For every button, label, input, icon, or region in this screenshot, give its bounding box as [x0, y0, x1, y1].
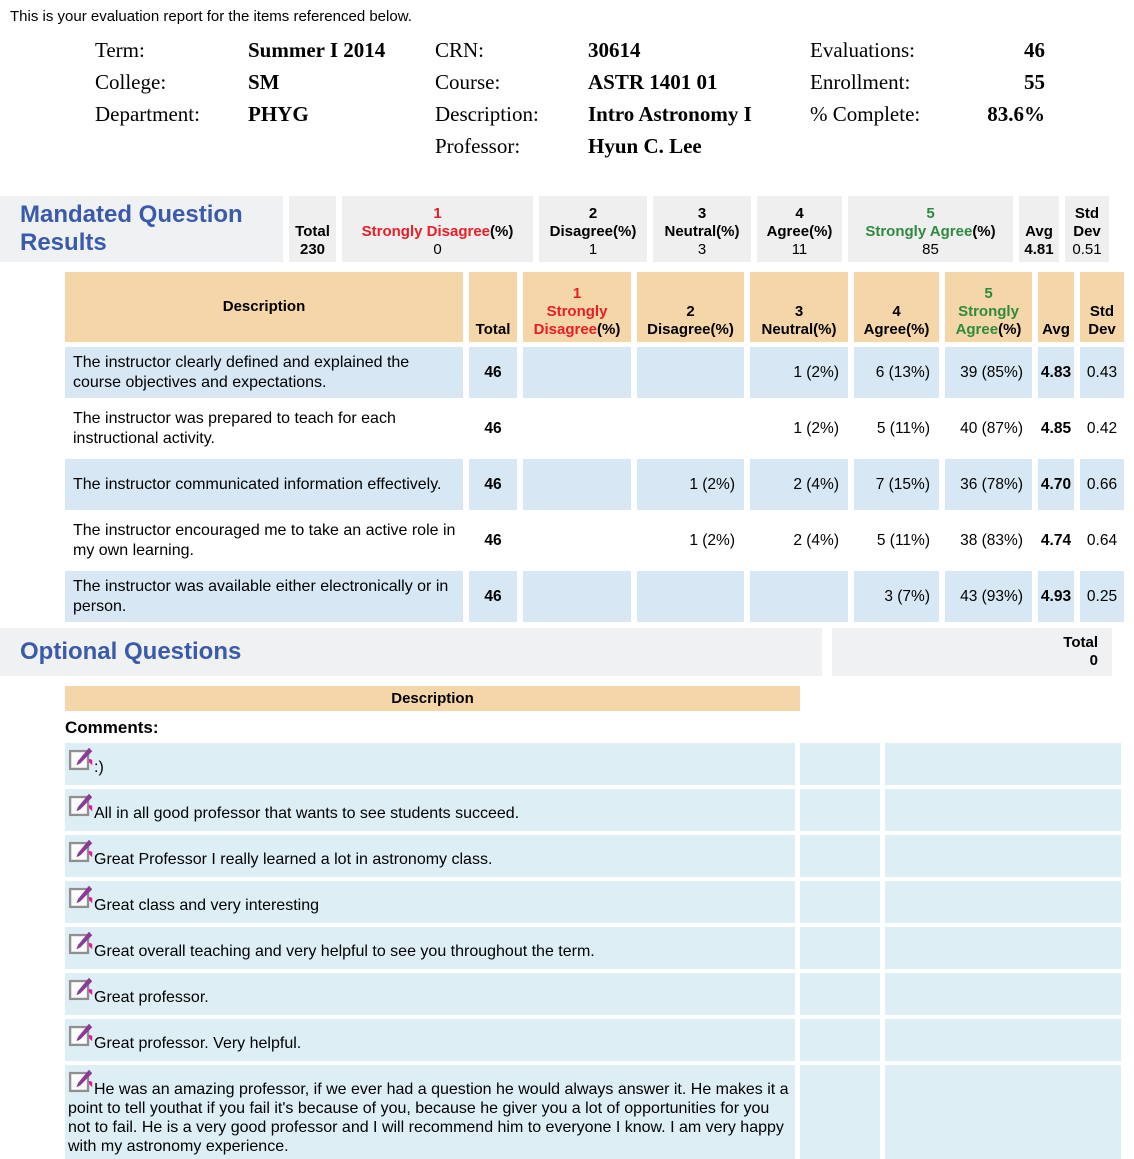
info-label: Description:	[435, 102, 539, 126]
comment-empty-cell	[885, 789, 1121, 831]
header-scale-cell	[750, 272, 848, 342]
strongly-agree-count: 36 (78%)	[945, 459, 1032, 510]
disagree-count	[637, 403, 744, 454]
mandated-table-row	[65, 571, 1134, 622]
header-scale-cell	[945, 272, 1032, 342]
scale-percent-value: 1	[588, 241, 598, 258]
summary-scale-cell	[342, 196, 533, 262]
comment-row	[65, 881, 1134, 923]
strongly-disagree-count	[523, 403, 631, 454]
note-pen-icon	[68, 931, 93, 956]
info-label: Term:	[95, 38, 145, 62]
comment-text-cell	[65, 835, 795, 877]
comment-row	[65, 1019, 1134, 1061]
scale-label: Agree(%)	[863, 321, 930, 338]
summary-scale-cell	[539, 196, 647, 262]
comment-empty-cell	[885, 881, 1121, 923]
std-dev-value: 0.43	[1080, 347, 1124, 398]
scale-label: Neutral(%)	[761, 321, 837, 338]
neutral-count: 1 (2%)	[750, 347, 848, 398]
note-pen-icon	[68, 1023, 93, 1048]
info-value: Hyun C. Lee	[588, 134, 702, 158]
scale-number: 3	[697, 205, 707, 222]
header-scale-cell	[523, 272, 631, 342]
std-dev-value: 0.66	[1080, 459, 1124, 510]
response-total: 46	[469, 347, 517, 398]
scale-percent-value: 11	[791, 241, 808, 258]
comment-empty-cell	[885, 973, 1121, 1015]
note-pen-icon	[68, 1069, 93, 1094]
info-value	[962, 130, 1045, 162]
scale-number: 4	[795, 205, 804, 222]
neutral-count	[750, 571, 848, 622]
response-total: 46	[469, 459, 517, 510]
disagree-count	[637, 347, 744, 398]
comment-empty-cell	[800, 835, 880, 877]
info-value: Intro Astronomy I	[588, 102, 752, 126]
summary-avg-cell	[1019, 196, 1059, 262]
header-total: Total	[469, 272, 517, 342]
strongly-agree-count: 40 (87%)	[960, 419, 1023, 437]
std-dev-value: 0.64	[1086, 531, 1118, 549]
info-label: CRN:	[435, 38, 485, 62]
comment-row	[65, 835, 1134, 877]
comment-text: Great class and very interesting	[94, 897, 319, 914]
header-std-cell: Std Dev	[1080, 272, 1124, 342]
info-label: Evaluations:	[810, 38, 915, 62]
comment-text: He was an amazing professor, if we ever had a question he would always answer it. He makes it a point to tell youthat if you fail it's because of you, because he giver you a lot of opportunities for you not to fail. He is a very good professor and I will recommend him to everyone I know. I am very happy with my astronomy experience.	[68, 1081, 789, 1155]
note-pen-icon	[68, 793, 93, 818]
info-value: Summer I 2014	[248, 38, 386, 62]
header-scale-cell	[854, 272, 939, 342]
disagree-count: 1 (2%)	[637, 459, 744, 510]
info-value: 46	[1024, 38, 1045, 62]
info-value: PHYG	[248, 102, 309, 126]
comment-empty-cell	[885, 835, 1121, 877]
comment-text: Great professor. Very helpful.	[94, 1035, 302, 1052]
scale-number: 3	[794, 303, 804, 320]
question-description: The instructor communicated information effectively.	[65, 459, 463, 510]
strongly-agree-count: 43 (93%)	[945, 571, 1032, 622]
comment-empty-cell	[800, 927, 880, 969]
summary-scale-cell	[848, 196, 1013, 262]
scale-label: Neutral(%)	[664, 223, 740, 240]
comment-text: :)	[94, 759, 104, 776]
comments-description-header: Description	[65, 686, 800, 711]
neutral-count: 1 (2%)	[793, 419, 839, 437]
scale-number: 2	[686, 303, 695, 320]
comment-row	[65, 973, 1134, 1015]
strongly-disagree-count	[523, 459, 631, 510]
note-pen-icon	[68, 839, 93, 864]
optional-section-title: Optional Questions	[0, 628, 822, 676]
scale-number: 5	[926, 205, 935, 222]
optional-total-label: Total	[1063, 634, 1098, 651]
comment-text: Great Professor I really learned a lot in astronomy class.	[94, 851, 493, 868]
comment-empty-cell	[800, 789, 880, 831]
info-label: College:	[95, 70, 167, 94]
average-score: 4.74	[1040, 531, 1072, 549]
comment-row	[65, 789, 1134, 831]
comment-row	[65, 927, 1134, 969]
summary-avg-value: 4.81	[1024, 241, 1054, 258]
summary-total-cell	[289, 196, 336, 262]
agree-count: 5 (11%)	[876, 419, 930, 437]
optional-total-cell	[832, 628, 1112, 676]
comment-empty-cell	[885, 1019, 1121, 1061]
agree-count: 3 (7%)	[854, 571, 939, 622]
scale-label: Strongly Disagree(%)	[533, 303, 621, 338]
comment-row	[65, 1065, 1134, 1159]
info-label: Course:	[435, 70, 501, 94]
comment-text-cell	[65, 1019, 795, 1061]
summary-std-label: Std Dev	[1073, 205, 1101, 240]
comment-text-cell	[65, 927, 795, 969]
comment-text: Great overall teaching and very helpful to see you throughout the term.	[94, 943, 595, 960]
info-label: Enrollment:	[810, 70, 911, 94]
scale-number: 2	[588, 205, 598, 222]
scale-label: Agree(%)	[766, 223, 833, 240]
note-pen-icon	[68, 977, 93, 1002]
info-label: % Complete:	[810, 102, 921, 126]
scale-label: Strongly Disagree(%)	[361, 223, 514, 240]
scale-percent-value: 3	[697, 241, 707, 258]
comment-text: Great professor.	[94, 989, 209, 1006]
optional-total-value: 0	[1089, 652, 1098, 669]
scale-percent-value: 0	[433, 241, 442, 258]
course-info-grid	[95, 34, 1134, 162]
mandated-section-title: Mandated Question Results	[0, 196, 283, 262]
average-score: 4.85	[1040, 419, 1072, 437]
comments-list	[0, 743, 1134, 1159]
mandated-table-body	[65, 347, 1134, 622]
comment-text-cell	[65, 973, 795, 1015]
info-value: SM	[248, 70, 280, 94]
response-total: 46	[469, 571, 517, 622]
question-description: The instructor was prepared to teach for each instructional activity.	[73, 409, 396, 447]
info-value: ASTR 1401 01	[588, 70, 718, 94]
strongly-disagree-count	[523, 347, 631, 398]
scale-number: 4	[892, 303, 901, 320]
comment-text: All in all good professor that wants to see students succeed.	[94, 805, 520, 822]
summary-total-value: 230	[299, 241, 326, 258]
disagree-count	[637, 571, 744, 622]
intro-text: This is your evaluation report for the items referenced below.	[10, 8, 412, 25]
question-description: The instructor clearly defined and explained the course objectives and expectations.	[65, 347, 463, 398]
response-total: 46	[484, 419, 502, 437]
agree-count: 7 (15%)	[854, 459, 939, 510]
disagree-count: 1 (2%)	[689, 531, 735, 549]
comment-text-cell	[65, 1065, 795, 1159]
neutral-count: 2 (4%)	[793, 531, 839, 549]
mandated-table	[65, 272, 1134, 622]
summary-std-cell	[1065, 196, 1109, 262]
strongly-agree-count: 39 (85%)	[945, 347, 1032, 398]
header-avg-cell: Avg	[1038, 272, 1074, 342]
average-score: 4.70	[1038, 459, 1074, 510]
optional-questions-bar	[0, 628, 1134, 676]
info-label	[810, 130, 962, 162]
scale-label: Strongly Agree(%)	[955, 303, 1022, 338]
summary-scale-cell	[653, 196, 751, 262]
mandated-table-row	[65, 459, 1134, 510]
comment-empty-cell	[885, 927, 1121, 969]
comment-empty-cell	[800, 973, 880, 1015]
scale-label: Disagree(%)	[647, 321, 734, 338]
summary-avg-label: Avg	[1025, 223, 1053, 240]
comment-text-cell	[65, 743, 795, 785]
info-value	[248, 130, 435, 162]
comment-text-cell	[65, 789, 795, 831]
agree-count: 6 (13%)	[854, 347, 939, 398]
average-score: 4.83	[1038, 347, 1074, 398]
scale-number: 1	[572, 285, 582, 302]
mandated-table-header	[65, 272, 1134, 342]
info-value: 30614	[588, 38, 641, 62]
response-total: 46	[484, 531, 502, 549]
summary-total-label: Total	[295, 223, 330, 240]
info-label: Professor:	[435, 134, 521, 158]
average-score: 4.93	[1038, 571, 1074, 622]
scale-label: Disagree(%)	[549, 223, 637, 240]
comment-text-cell	[65, 881, 795, 923]
info-value: 55	[1024, 70, 1045, 94]
comment-empty-cell	[800, 1019, 880, 1061]
agree-count: 5 (11%)	[876, 531, 930, 549]
question-description: The instructor was available either electronically or in person.	[65, 571, 463, 622]
note-pen-icon	[68, 885, 93, 910]
neutral-count: 2 (4%)	[750, 459, 848, 510]
scale-number: 1	[433, 205, 442, 222]
mandated-table-row	[65, 515, 1134, 566]
scale-percent-value: 85	[922, 241, 939, 258]
comment-empty-cell	[800, 743, 880, 785]
strongly-disagree-count	[523, 571, 631, 622]
info-label	[95, 130, 248, 162]
summary-std-value: 0.51	[1072, 241, 1102, 258]
question-description: The instructor encouraged me to take an active role in my own learning.	[73, 521, 456, 559]
summary-scale-cell	[757, 196, 842, 262]
strongly-agree-count: 38 (83%)	[960, 531, 1023, 549]
strongly-disagree-count	[523, 515, 631, 566]
scale-number: 5	[984, 285, 993, 302]
comments-label: Comments:	[65, 718, 159, 737]
std-dev-value: 0.42	[1086, 419, 1118, 437]
mandated-table-row	[65, 403, 1134, 454]
info-label: Department:	[95, 102, 200, 126]
header-description: Description	[65, 272, 463, 342]
mandated-table-row	[65, 347, 1134, 398]
comment-empty-cell	[885, 1065, 1121, 1159]
scale-label: Strongly Agree(%)	[865, 223, 996, 240]
header-scale-cell	[637, 272, 744, 342]
comment-empty-cell	[800, 881, 880, 923]
comment-empty-cell	[800, 1065, 880, 1159]
info-value: 83.6%	[987, 102, 1045, 126]
note-pen-icon	[68, 747, 93, 772]
comment-row	[65, 743, 1134, 785]
mandated-summary-bar	[0, 196, 1134, 262]
comment-empty-cell	[885, 743, 1121, 785]
std-dev-value: 0.25	[1080, 571, 1124, 622]
